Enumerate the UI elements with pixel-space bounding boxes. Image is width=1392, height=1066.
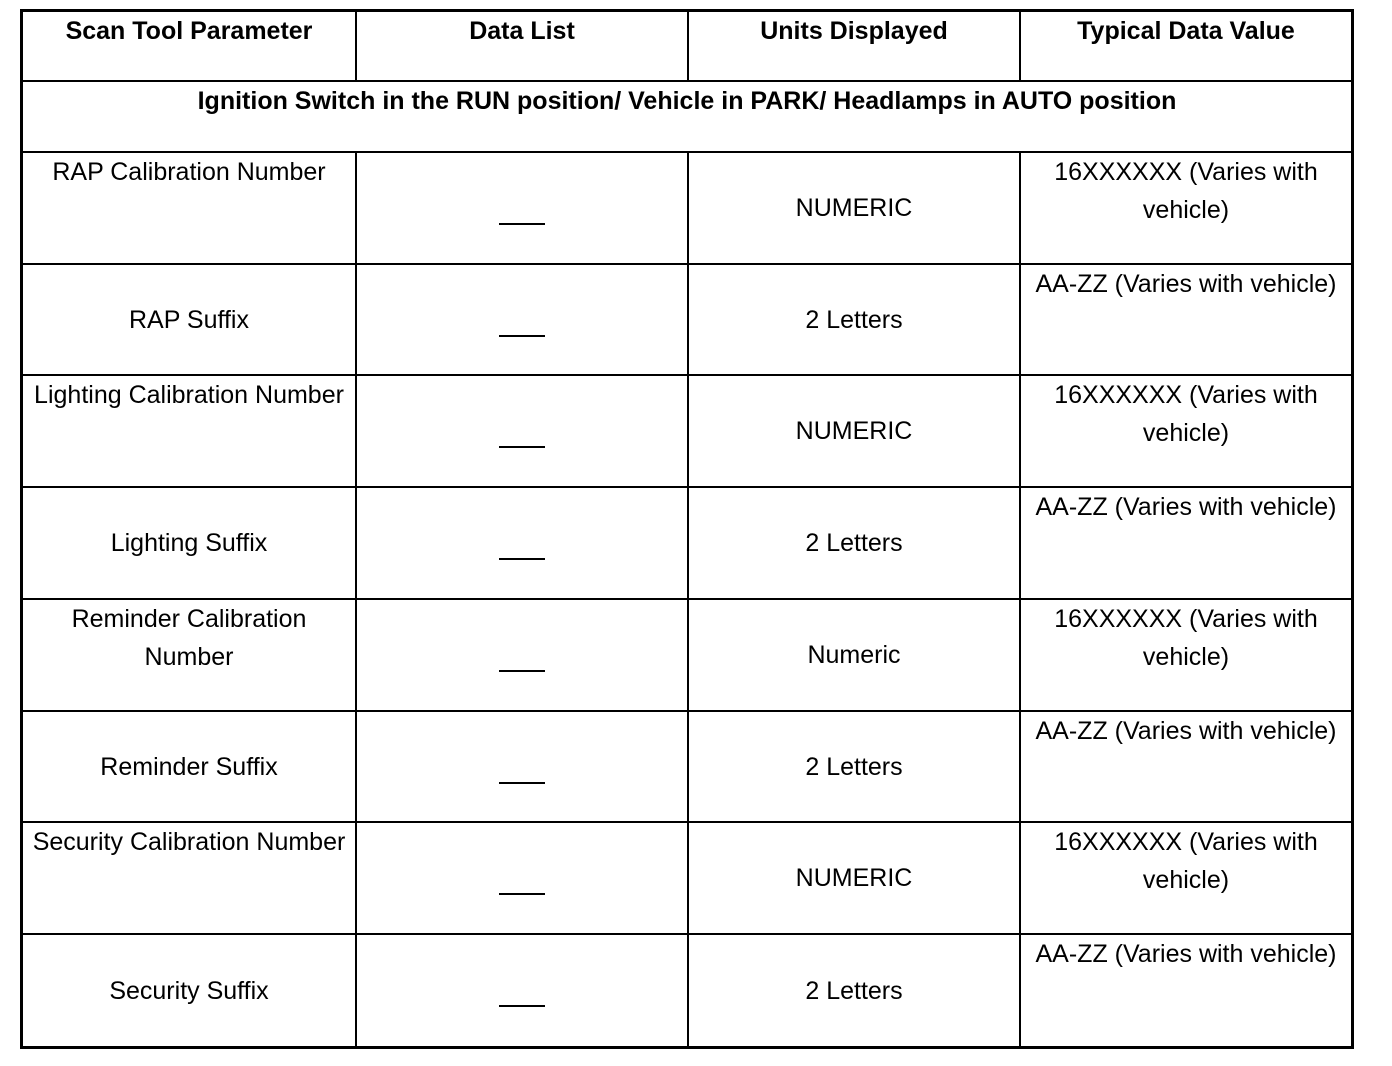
table-row <box>23 487 1351 599</box>
parameter-cell: RAP Suffix <box>23 264 356 376</box>
parameter-cell: Lighting Suffix <box>23 487 356 599</box>
header-units-displayed: Units Displayed <box>688 12 1020 81</box>
table-row <box>23 264 1351 376</box>
typical-value-cell: AA-ZZ (Varies with vehicle) <box>1020 264 1351 376</box>
condition-text: Ignition Switch in the RUN position/ Vehicle in PARK/ Headlamps in AUTO position <box>23 81 1351 151</box>
header-data-list: Data List <box>356 12 688 81</box>
parameter-cell: Lighting Calibration Number <box>23 375 356 487</box>
typical-value-cell: 16XXXXXX (Varies with vehicle) <box>1020 375 1351 487</box>
units-cell: 2 Letters <box>688 934 1020 1046</box>
condition-row <box>23 81 1351 151</box>
data-list-cell <box>356 599 688 711</box>
units-cell: NUMERIC <box>688 822 1020 934</box>
typical-value-cell: 16XXXXXX (Varies with vehicle) <box>1020 152 1351 264</box>
data-list-cell <box>356 375 688 487</box>
parameter-cell: Security Calibration Number <box>23 822 356 934</box>
data-list-blank <box>499 670 545 672</box>
table-row <box>23 599 1351 711</box>
header-scan-tool-parameter: Scan Tool Parameter <box>23 12 356 81</box>
table-body <box>23 152 1351 1046</box>
data-list-blank <box>499 893 545 895</box>
units-cell: 2 Letters <box>688 264 1020 376</box>
data-list-blank <box>499 782 545 784</box>
parameter-cell: Reminder Suffix <box>23 711 356 823</box>
table-row <box>23 711 1351 823</box>
header-row <box>23 12 1351 81</box>
data-list-cell <box>356 487 688 599</box>
data-list-blank <box>499 223 545 225</box>
data-list-cell <box>356 822 688 934</box>
table-row <box>23 375 1351 487</box>
data-list-cell <box>356 934 688 1046</box>
data-list-blank <box>499 335 545 337</box>
parameter-cell: RAP Calibration Number <box>23 152 356 264</box>
parameter-cell: Reminder Calibration Number <box>23 599 356 711</box>
data-list-blank <box>499 446 545 448</box>
units-cell: NUMERIC <box>688 375 1020 487</box>
typical-value-cell: AA-ZZ (Varies with vehicle) <box>1020 711 1351 823</box>
data-list-cell <box>356 264 688 376</box>
units-cell: 2 Letters <box>688 487 1020 599</box>
typical-value-cell: 16XXXXXX (Varies with vehicle) <box>1020 822 1351 934</box>
table-row <box>23 934 1351 1046</box>
header-typical-data-value: Typical Data Value <box>1020 12 1351 81</box>
typical-value-cell: AA-ZZ (Varies with vehicle) <box>1020 487 1351 599</box>
data-list-blank <box>499 1005 545 1007</box>
parameter-cell: Security Suffix <box>23 934 356 1046</box>
scan-tool-data-table <box>20 9 1354 1049</box>
units-cell: Numeric <box>688 599 1020 711</box>
data-list-cell <box>356 152 688 264</box>
units-cell: NUMERIC <box>688 152 1020 264</box>
table-row <box>23 152 1351 264</box>
data-table <box>23 12 1351 1046</box>
typical-value-cell: AA-ZZ (Varies with vehicle) <box>1020 934 1351 1046</box>
typical-value-cell: 16XXXXXX (Varies with vehicle) <box>1020 599 1351 711</box>
table-row <box>23 822 1351 934</box>
data-list-blank <box>499 558 545 560</box>
data-list-cell <box>356 711 688 823</box>
units-cell: 2 Letters <box>688 711 1020 823</box>
